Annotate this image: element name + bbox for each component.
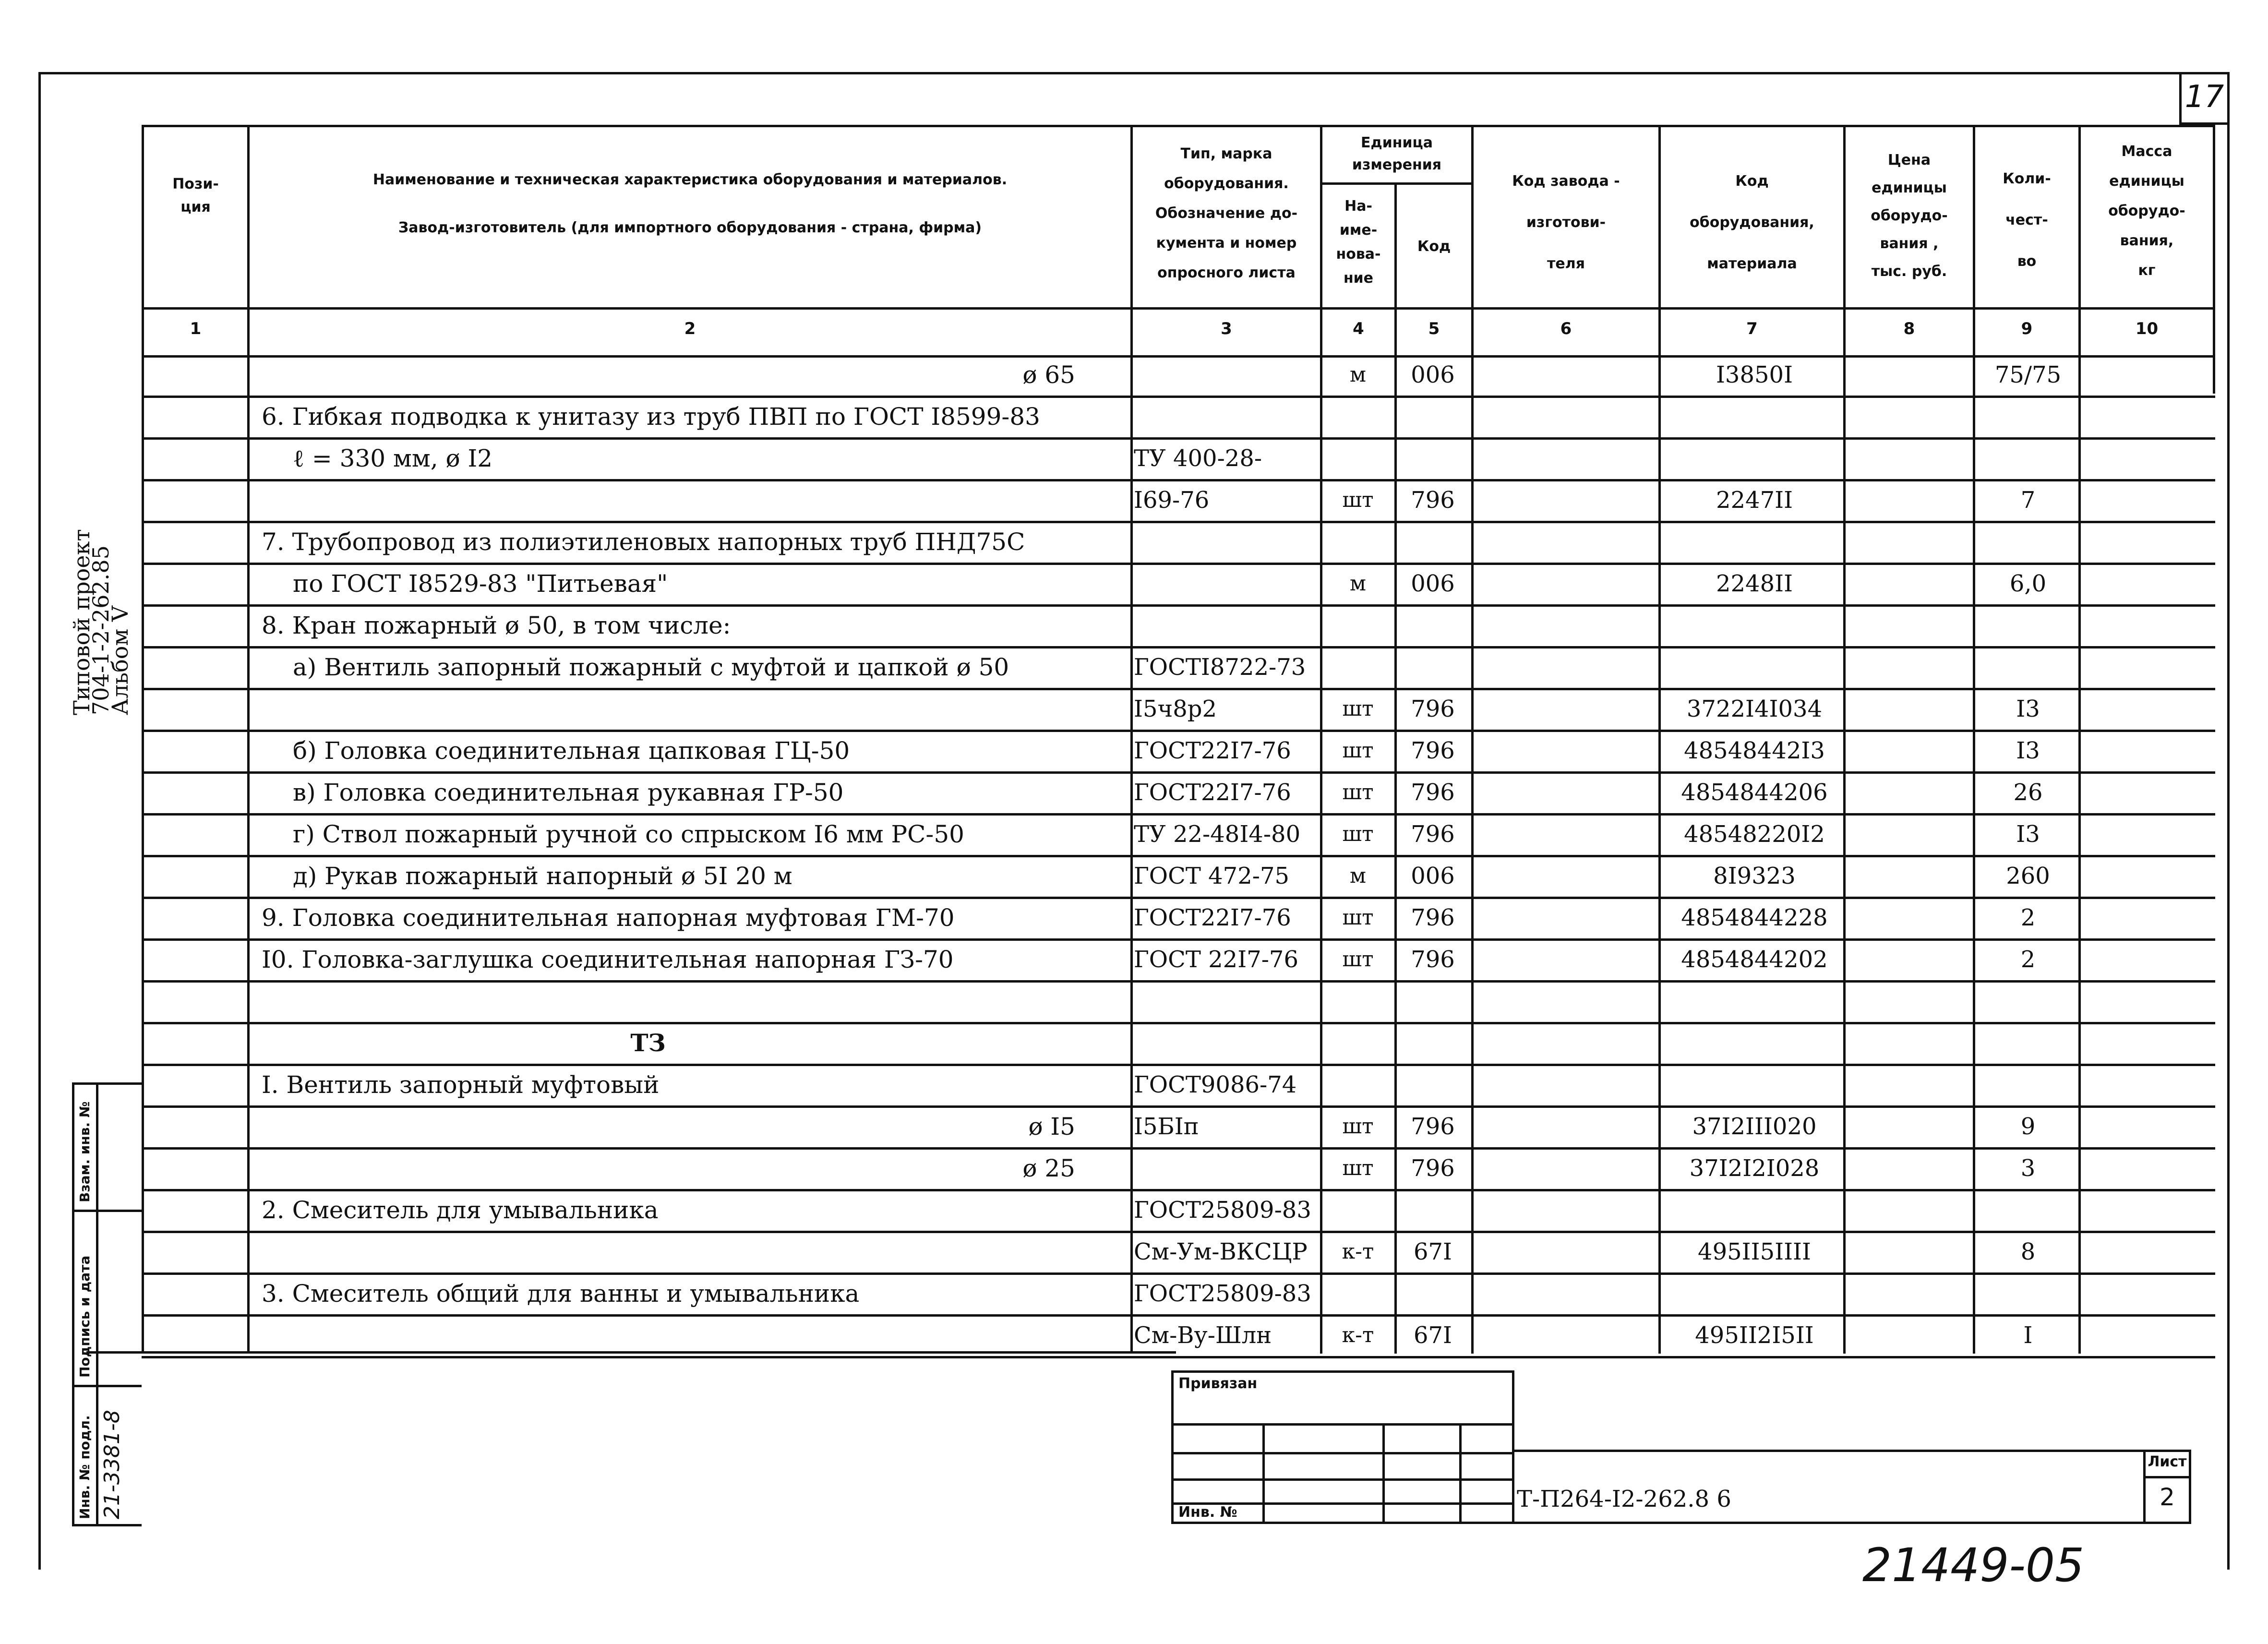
item-quantity: I3 [2016, 821, 2040, 848]
archive-number: 21449-05 [1862, 1538, 2085, 1592]
side-stamp-div2 [72, 1385, 142, 1387]
item-code [1658, 396, 1850, 437]
item-type: I5БIп [1134, 1113, 1199, 1140]
stamp-col3 [1459, 1423, 1462, 1524]
side-title-line1: Типовой проект [69, 529, 95, 715]
item-name: д) Рукав пожарный напорный ø 5I 20 м [293, 862, 792, 890]
frame-left [38, 72, 41, 1570]
item-type: ГОСТ22I7-76 [1134, 779, 1291, 806]
inv-label: Инв. № [1178, 1504, 1237, 1521]
item-unit [1322, 1022, 1394, 1064]
sheet-box-right [2189, 1450, 2191, 1524]
item-unit [1322, 605, 1394, 646]
item-quantity [1975, 981, 2081, 1022]
table-top [142, 125, 2215, 127]
colnum-bottom [142, 355, 2215, 358]
colnum-6: 6 [1560, 319, 1572, 338]
item-unit-code: 006 [1411, 570, 1455, 597]
side-title-line2: 704-1-2-262.85 [88, 545, 114, 715]
unit-subheader-line [1320, 182, 1474, 185]
item-unit: шт [1342, 1114, 1374, 1139]
data-bottom [86, 1351, 1176, 1354]
item-type: ГОСТ22I7-76 [1134, 904, 1291, 931]
item-unit-code: 796 [1411, 696, 1455, 722]
item-quantity [1975, 521, 2081, 563]
item-quantity: 75/75 [1994, 361, 2062, 388]
item-type: ГОСТ9086-74 [1134, 1071, 1297, 1098]
item-quantity: 8 [2020, 1238, 2036, 1265]
item-name: 3. Смеситель общий для ванны и умывальника [262, 1280, 860, 1308]
item-unit [1322, 396, 1394, 437]
side-stamp-mid [96, 1082, 98, 1526]
item-quantity [1975, 1273, 2081, 1314]
item-name: по ГОСТ I8529-83 "Питьевая" [293, 570, 668, 598]
item-type: ТУ 22-48I4-80 [1134, 821, 1301, 848]
item-unit-code [1397, 1189, 1469, 1231]
item-unit: м [1349, 864, 1367, 888]
item-quantity: 2 [2020, 904, 2036, 931]
item-unit: шт [1342, 696, 1374, 721]
item-code: 4854844202 [1681, 946, 1828, 973]
header-col3: Тип, марка оборудования. Обозначение до- кумента и номер опросного листа [1155, 145, 1298, 281]
item-name: ℓ = 330 мм, ø I2 [293, 444, 493, 472]
code-box-top [1512, 1450, 2191, 1452]
item-unit [1322, 981, 1394, 1022]
col-line-1 [247, 125, 250, 1354]
item-unit-code [1397, 521, 1469, 563]
item-code [1658, 1022, 1850, 1064]
sheet-number: 2 [2160, 1483, 2175, 1511]
item-name: а) Вентиль запорный пожарный с муфтой и цапкой ø 50 [293, 653, 1009, 681]
header-col5: Код [1417, 238, 1451, 255]
row-line [142, 980, 2215, 983]
item-unit-code: 006 [1411, 361, 1455, 388]
colnum-1: 1 [190, 319, 202, 338]
item-unit: шт [1342, 780, 1374, 804]
item-name: 2. Смеситель для умывальника [262, 1196, 659, 1224]
side-stamp-bottom [72, 1524, 142, 1526]
document-code: Т-П264-I2-262.8 6 [1517, 1486, 1731, 1512]
item-unit-code: 67I [1413, 1322, 1452, 1349]
item-code [1658, 1064, 1850, 1105]
item-type: ГОСТI8722-73 [1134, 654, 1306, 681]
col-line-5 [1471, 125, 1474, 1354]
row-line [142, 1022, 2215, 1024]
stamp-top [1171, 1370, 1514, 1373]
privyazan-label: Привязан [1178, 1375, 1258, 1392]
header-col2-line1: Наименование и техническая характеристика оборудования и материалов. [372, 171, 1008, 188]
header-col7: Код оборудования, материала [1690, 173, 1814, 272]
item-code [1658, 1273, 1850, 1314]
item-unit: м [1349, 362, 1367, 387]
header-col6: Код завода - изготови- теля [1512, 173, 1620, 272]
code-box-bottom [1512, 1522, 2191, 1524]
item-quantity [1975, 605, 2081, 646]
item-quantity: I [2023, 1322, 2033, 1349]
item-name: I. Вентиль запорный муфтовый [262, 1071, 660, 1099]
item-type: ГОСТ 472-75 [1134, 863, 1290, 889]
item-code [1658, 1189, 1850, 1231]
item-unit: шт [1342, 905, 1374, 930]
item-quantity [1975, 647, 2081, 688]
header-col4: На- име- нова- ние [1336, 198, 1381, 287]
item-name: ТЗ [630, 1029, 666, 1057]
item-type: ГОСТ 22I7-76 [1134, 946, 1299, 973]
item-unit-code: 796 [1411, 779, 1455, 806]
header-col2-line2: Завод-изготовитель (для импортного оборудования - страна, фирма) [398, 219, 982, 236]
item-quantity: 6,0 [2009, 570, 2047, 597]
stamp-row3 [1171, 1478, 1514, 1481]
stamp-row2 [1171, 1452, 1514, 1454]
colnum-8: 8 [1903, 319, 1915, 338]
inv-podl-label: Инв. № подл. [77, 1415, 93, 1519]
item-name: 8. Кран пожарный ø 50, в том числе: [262, 612, 731, 639]
row-line [142, 1147, 2215, 1150]
header-col8: Цена единицы оборудо- вания , тыс. руб. [1871, 152, 1948, 280]
item-name: 6. Гибкая подводка к унитазу из труб ПВП по ГОСТ I8599-83 [262, 403, 1040, 431]
item-unit-code: 796 [1411, 946, 1455, 973]
item-quantity: 3 [2020, 1155, 2036, 1182]
item-code [1658, 438, 1850, 479]
item-code: 2247II [1716, 487, 1793, 514]
item-code: 495II5IIII [1698, 1238, 1811, 1265]
row-line [142, 1356, 2215, 1358]
side-title-line3: Альбом V [107, 605, 133, 715]
item-name: ø 65 [1022, 361, 1075, 389]
side-title [69, 529, 133, 715]
item-unit-code: 796 [1411, 904, 1455, 931]
sheet-box-div [2143, 1476, 2191, 1478]
stamp-bottom [1171, 1522, 1514, 1524]
stamp-col2 [1382, 1423, 1385, 1524]
header-col9: Коли- чест- во [2003, 170, 2051, 270]
item-unit: к-т [1342, 1323, 1374, 1347]
item-code [1658, 981, 1850, 1022]
colnum-2: 2 [684, 319, 696, 338]
header-unit-top: Единица измерения [1352, 134, 1442, 173]
item-unit: к-т [1342, 1239, 1374, 1264]
item-unit: шт [1342, 738, 1374, 763]
item-quantity [1975, 1022, 2081, 1064]
item-unit-code: 796 [1411, 1113, 1455, 1140]
item-name: I0. Головка-заглушка соединительная напорная ГЗ-70 [262, 946, 954, 973]
item-unit-code [1397, 1273, 1469, 1314]
item-unit [1322, 1189, 1394, 1231]
item-unit-code: 796 [1411, 737, 1455, 764]
item-name: г) Ствол пожарный ручной со спрыском I6 мм РС-50 [293, 820, 964, 848]
item-unit-code [1397, 647, 1469, 688]
item-type: ГОСТ25809-83 [1134, 1280, 1311, 1307]
item-code: 4854844206 [1681, 779, 1828, 806]
item-code [1658, 521, 1850, 563]
vzam-inv-label: Взам. инв. № [77, 1101, 93, 1202]
item-code: 48548220I2 [1684, 821, 1825, 848]
header-col1: Пози- ция [172, 176, 219, 216]
item-type: ГОСТ25809-83 [1134, 1197, 1311, 1224]
item-unit: шт [1342, 947, 1374, 972]
item-code: 495II2I5II [1695, 1322, 1814, 1349]
colnum-9: 9 [2021, 319, 2033, 338]
colnum-7: 7 [1746, 319, 1758, 338]
stamp-right [1512, 1370, 1514, 1524]
item-quantity [1975, 438, 2081, 479]
item-quantity [1975, 1064, 2081, 1105]
side-stamp-left [72, 1082, 74, 1526]
inv-podl-value: 21-3381-8 [100, 1410, 124, 1519]
item-code [1658, 605, 1850, 646]
colnum-5: 5 [1428, 319, 1440, 338]
item-unit-code: 67I [1413, 1238, 1452, 1265]
item-unit-code [1397, 605, 1469, 646]
item-code: 3722I4I034 [1686, 696, 1823, 722]
item-code: 37I2III020 [1692, 1113, 1817, 1140]
item-unit-code: 796 [1411, 1155, 1455, 1182]
item-name: ø 25 [1022, 1154, 1075, 1182]
item-unit [1322, 647, 1394, 688]
item-quantity: I3 [2016, 696, 2040, 722]
item-unit [1322, 1273, 1394, 1314]
colnum-4: 4 [1353, 319, 1364, 338]
item-unit-code: 796 [1411, 487, 1455, 514]
item-quantity [1975, 396, 2081, 437]
item-code: 37I2I2I028 [1689, 1155, 1820, 1182]
item-type: См-Ум-ВКСЦР [1134, 1238, 1308, 1265]
item-code: 8I9323 [1713, 863, 1796, 889]
header-col10: Масса единицы оборудо- вания, кг [2108, 143, 2185, 279]
table-right [2213, 125, 2215, 394]
stamp-row1 [1171, 1423, 1514, 1426]
item-unit-code [1397, 438, 1469, 479]
sheet-label: Лист [2148, 1453, 2187, 1470]
item-type: ГОСТ22I7-76 [1134, 737, 1291, 764]
item-type: ТУ 400-28- [1134, 445, 1262, 472]
item-unit: шт [1342, 488, 1374, 512]
page-number-corner: 17 [2184, 79, 2224, 115]
item-unit: шт [1342, 1156, 1374, 1180]
item-unit [1322, 438, 1394, 479]
col-line-2 [1130, 125, 1133, 1354]
sign-date-label: Подпись и дата [77, 1255, 93, 1378]
stamp-col1 [1262, 1423, 1265, 1524]
item-code: 48548442I3 [1684, 737, 1825, 764]
frame-top [38, 72, 2230, 74]
item-unit-code [1397, 1064, 1469, 1105]
item-code [1658, 647, 1850, 688]
header-bottom [142, 307, 2215, 310]
side-stamp-top [72, 1082, 142, 1085]
item-unit: м [1349, 571, 1367, 596]
table-left [142, 125, 144, 1354]
item-unit-code: 796 [1411, 821, 1455, 848]
item-quantity: I3 [2016, 737, 2040, 764]
item-type: См-Ву-Шлн [1134, 1322, 1272, 1349]
item-quantity [1975, 1189, 2081, 1231]
item-type: I69-76 [1134, 487, 1210, 514]
item-unit [1322, 521, 1394, 563]
item-name: 7. Трубопровод из полиэтиленовых напорных труб ПНД75С [262, 528, 1025, 556]
item-unit [1322, 1064, 1394, 1105]
item-name: 9. Головка соединительная напорная муфтовая ГМ-70 [262, 904, 955, 932]
item-type: I5ч8р2 [1134, 696, 1217, 722]
frame-right [2227, 72, 2230, 1570]
colnum-10: 10 [2135, 319, 2159, 338]
item-quantity: 26 [2013, 779, 2043, 806]
item-name: ø I5 [1028, 1113, 1075, 1140]
item-name: в) Головка соединительная рукавная ГР-50 [293, 779, 844, 806]
item-code: I3850I [1716, 361, 1793, 388]
item-quantity: 2 [2020, 946, 2036, 973]
item-code: 2248II [1716, 570, 1793, 597]
item-quantity: 7 [2020, 487, 2036, 514]
item-unit-code: 006 [1411, 863, 1455, 889]
stamp-left [1171, 1370, 1174, 1524]
item-code: 4854844228 [1681, 904, 1828, 931]
item-name: б) Головка соединительная цапковая ГЦ-50 [293, 737, 850, 765]
item-quantity: 9 [2020, 1113, 2036, 1140]
item-unit-code [1397, 396, 1469, 437]
item-unit: шт [1342, 822, 1374, 846]
item-quantity: 260 [2006, 863, 2050, 889]
item-unit-code [1397, 1022, 1469, 1064]
side-stamp-div1 [72, 1210, 142, 1212]
item-unit-code [1397, 981, 1469, 1022]
colnum-3: 3 [1221, 319, 1232, 338]
